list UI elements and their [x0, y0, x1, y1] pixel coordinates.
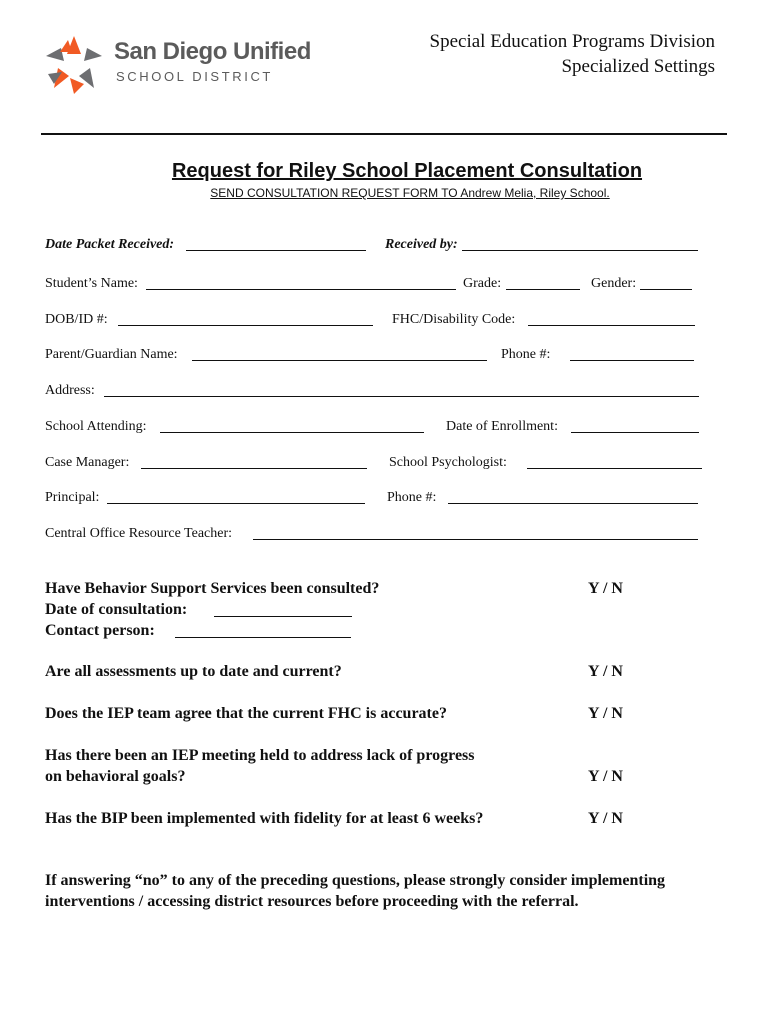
question-bip-fidelity: Has the BIP been implemented with fidelity for at least 6 weeks?	[45, 810, 484, 827]
enrollment-label: Date of Enrollment:	[446, 419, 558, 434]
gender-label: Gender:	[591, 276, 637, 291]
resource-teacher-field[interactable]	[253, 526, 698, 540]
dob-label: DOB/ID #:	[45, 312, 108, 327]
settings-text: Specialized Settings	[561, 56, 715, 77]
contact-person-field[interactable]	[175, 622, 351, 638]
phone2-field[interactable]	[448, 490, 698, 504]
form-title: Request for Riley School Placement Consultation	[171, 160, 643, 182]
yn-fhc-accurate[interactable]: Y / N	[588, 705, 623, 722]
consultation-date-field[interactable]	[214, 601, 352, 617]
enrollment-field[interactable]	[571, 419, 699, 433]
date-packet-label: Date Packet Received:	[45, 237, 175, 252]
contact-person-label: Contact person:	[45, 622, 155, 639]
header-division	[430, 29, 715, 79]
consultation-date-label: Date of consultation:	[45, 601, 188, 618]
principal-label: Principal:	[45, 490, 100, 505]
phone-field[interactable]	[570, 347, 694, 361]
question-iep-meeting-line2: on behavioral goals?	[45, 768, 186, 785]
school-attending-label: School Attending:	[45, 419, 147, 434]
student-name-field[interactable]	[146, 276, 456, 290]
fhc-label: FHC/Disability Code:	[392, 312, 516, 327]
school-attending-field[interactable]	[160, 419, 424, 433]
fhc-field[interactable]	[528, 312, 695, 326]
question-behavior-support: Have Behavior Support Services been consulted?	[45, 580, 380, 597]
address-label: Address:	[45, 383, 95, 398]
logo-name: San Diego Unified	[114, 38, 311, 65]
referral-note: If answering “no” to any of the preceding questions, please strongly consider implementing interventions / accessing district resources before proceeding with the referral.	[45, 872, 666, 910]
division-text: Special Education Programs Division	[429, 31, 715, 52]
grade-label: Grade:	[463, 276, 502, 291]
logo-subtitle: SCHOOL DISTRICT	[116, 69, 273, 84]
case-manager-label: Case Manager:	[45, 455, 130, 470]
psychologist-label: School Psychologist:	[389, 455, 507, 470]
form-subtitle: SEND CONSULTATION REQUEST FORM TO Andrew Melia, Riley School.	[210, 186, 610, 200]
question-fhc-accurate: Does the IEP team agree that the current FHC is accurate?	[45, 705, 447, 722]
received-by-field[interactable]	[462, 237, 698, 251]
yn-iep-meeting[interactable]: Y / N	[588, 768, 623, 785]
phone-label: Phone #:	[501, 347, 551, 362]
grade-field[interactable]	[506, 276, 580, 290]
question-assessments: Are all assessments up to date and current?	[45, 663, 342, 680]
parent-label: Parent/Guardian Name:	[45, 347, 178, 362]
yn-bip-fidelity[interactable]: Y / N	[588, 810, 623, 827]
address-field[interactable]	[104, 383, 699, 397]
gender-field[interactable]	[640, 276, 692, 290]
student-name-label: Student’s Name:	[45, 276, 138, 291]
received-by-label: Received by:	[385, 237, 458, 252]
yn-assessments[interactable]: Y / N	[588, 663, 623, 680]
header-rule	[41, 133, 727, 135]
resource-teacher-label: Central Office Resource Teacher:	[45, 526, 233, 541]
principal-field[interactable]	[107, 490, 365, 504]
case-manager-field[interactable]	[141, 455, 367, 469]
psychologist-field[interactable]	[527, 455, 702, 469]
yn-behavior-support[interactable]: Y / N	[588, 580, 623, 597]
parent-field[interactable]	[192, 347, 487, 361]
date-packet-field[interactable]	[186, 237, 366, 251]
question-iep-meeting: Has there been an IEP meeting held to address lack of progress	[45, 747, 475, 764]
phone2-label: Phone #:	[387, 490, 437, 505]
dob-field[interactable]	[118, 312, 373, 326]
